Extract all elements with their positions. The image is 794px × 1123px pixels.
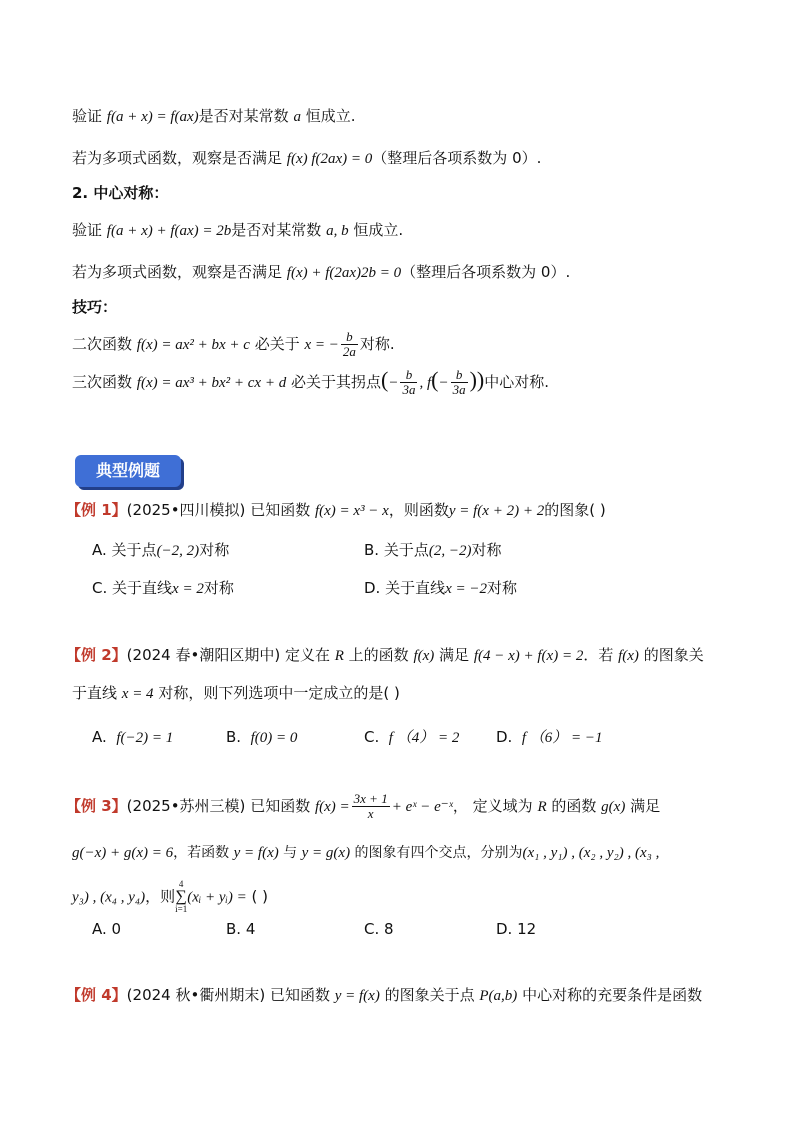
text: 的函数	[546, 797, 602, 815]
fraction	[341, 330, 358, 359]
example-source: (2024 秋•衢州期末)	[126, 986, 266, 1004]
text: 对称	[487, 579, 518, 597]
axis-verify-line	[72, 106, 355, 127]
example-3-stem-line2	[72, 843, 659, 863]
center-verify-line	[72, 220, 403, 241]
text: （整理后各项系数为 0）.	[401, 263, 571, 281]
formula: (xᵢ + yᵢ) =	[187, 889, 247, 906]
formula: + eˣ − e⁻ˣ	[391, 799, 453, 815]
option-letter: D.	[496, 728, 513, 746]
formula: y = g(x)	[301, 845, 351, 861]
example-label: 【例 1】	[66, 501, 127, 519]
text: 中心对称的充要条件是函数	[517, 986, 703, 1004]
formula: f(x) = x³ − x	[314, 503, 389, 519]
example-4-stem	[66, 985, 702, 1006]
option-letter: B.	[226, 920, 242, 938]
option-letter: A.	[92, 728, 107, 746]
example-1-option-b[interactable]	[364, 540, 502, 561]
example-label: 【例 2】	[66, 646, 127, 664]
fraction	[400, 368, 417, 397]
denominator: 3a	[402, 382, 416, 397]
formula: P(a,b)	[479, 988, 518, 1004]
formula: f(−2) = 1	[116, 730, 174, 746]
example-source: (2025•苏州三模)	[126, 797, 246, 815]
text: ( )	[246, 887, 268, 906]
text: 已知函数	[269, 986, 335, 1004]
example-1-option-d[interactable]	[364, 578, 517, 599]
example-2-stem-line2	[72, 683, 400, 704]
formula: f(0) = 0	[250, 730, 298, 746]
example-3-stem-line3	[72, 880, 268, 914]
formula: x = −	[304, 337, 339, 353]
option-value: 0	[111, 920, 122, 938]
example-2-option-d[interactable]	[496, 727, 603, 748]
formula: (2, −2)	[428, 543, 472, 559]
text: 关于直线	[385, 579, 446, 597]
text: 定义在	[284, 646, 335, 664]
formula: f(x) =	[314, 799, 350, 815]
formula: R	[334, 648, 344, 664]
formula: f(x) f(2ax) = 0	[286, 151, 373, 167]
example-source: (2025•四川模拟)	[126, 501, 246, 519]
option-letter: B.	[226, 728, 242, 746]
fraction	[352, 792, 390, 821]
option-letter: A.	[92, 541, 107, 559]
text: 对称	[203, 579, 234, 597]
formula: g(−x) + g(x) = 6	[72, 845, 174, 861]
option-letter: C.	[92, 579, 108, 597]
text: 对称.	[359, 335, 395, 353]
text: 三次函数	[72, 373, 137, 391]
option-value: 12	[517, 920, 537, 938]
example-3-option-c[interactable]	[364, 919, 394, 939]
numerator: 3x + 1	[353, 791, 388, 806]
option-value: 8	[384, 920, 394, 938]
text: 关于点	[383, 541, 429, 559]
formula: f(a + x) = f(ax)	[106, 109, 199, 125]
formula: (x₁ , y₁) , (x₂ , y₂) , (x₃ ,	[522, 845, 660, 861]
example-2-option-c[interactable]	[364, 727, 459, 748]
formula: R	[537, 799, 547, 815]
example-label: 【例 3】	[66, 797, 127, 815]
option-letter: C.	[364, 920, 380, 938]
text: 对称	[199, 541, 230, 559]
formula: f （6） = −1	[521, 730, 603, 746]
formula: x = 4	[121, 686, 154, 702]
axis-poly-line	[72, 148, 541, 169]
numerator: b	[451, 368, 468, 383]
text: 关于直线	[112, 579, 173, 597]
text: 二次函数	[72, 335, 137, 353]
text: ， 定义域为	[452, 797, 538, 815]
text: ，则函数	[388, 501, 449, 519]
text: 是否对某常数	[198, 107, 294, 125]
center-poly-line	[72, 262, 570, 283]
formula: x = 2	[172, 581, 204, 597]
formula: x = −2	[445, 581, 488, 597]
example-1-stem	[66, 500, 606, 521]
numerator: b	[400, 368, 417, 383]
example-source: (2024 春•潮阳区期中)	[126, 646, 281, 664]
text: 上的函数	[343, 646, 414, 664]
text: 验证	[72, 107, 107, 125]
text: 恒成立.	[348, 221, 404, 239]
example-2-stem	[66, 645, 704, 666]
sigma-icon: ∑	[175, 888, 187, 905]
example-3-option-a[interactable]	[92, 919, 121, 939]
text: 验证	[72, 221, 107, 239]
summation	[175, 880, 187, 914]
text: 的图象有四个交点，分别为	[350, 845, 523, 861]
example-1-option-a[interactable]	[92, 540, 229, 561]
option-letter: D.	[496, 920, 513, 938]
text: 于直线	[72, 684, 122, 702]
numerator: b	[341, 330, 358, 345]
text: 的图象关于点	[379, 986, 480, 1004]
text: 若为多项式函数，观察是否满足	[72, 263, 287, 281]
formula: (−2, 2)	[156, 543, 200, 559]
option-letter: B.	[364, 541, 380, 559]
text: 的图象( )	[544, 501, 606, 519]
formula: y₃) , (x₄ , y₄)	[72, 889, 146, 906]
option-letter: A.	[92, 920, 107, 938]
example-1-option-c[interactable]	[92, 578, 234, 599]
text: 若为多项式函数，观察是否满足	[72, 149, 287, 167]
text: 是否对某常数	[231, 221, 327, 239]
text: 对称	[471, 541, 502, 559]
text: ，则	[145, 887, 176, 906]
text: 对称，则下列选项中一定成立的是( )	[153, 684, 400, 702]
formula: f （4） = 2	[388, 730, 460, 746]
tips-cubic-line: 三次函数 f(x) = ax³ + bx² + cx + d 必关于其拐点(− $\frac{b}{3a}$ , f(− $\frac{b}{3a}$ ))中心对称.	[72, 367, 550, 397]
text: 必关于	[249, 335, 305, 353]
text: 满足	[434, 646, 474, 664]
text: 中心对称.	[484, 373, 550, 391]
formula: a	[293, 109, 301, 125]
formula: f(x)	[413, 648, 435, 664]
example-2-option-a[interactable]	[92, 727, 173, 748]
text: 满足	[625, 797, 661, 815]
formula: y = f(x)	[233, 845, 279, 861]
text: 已知函数	[250, 797, 315, 815]
text: 已知函数	[250, 501, 315, 519]
text: 必关于其拐点	[286, 373, 381, 391]
option-value: 4	[245, 920, 256, 938]
option-letter: C.	[364, 728, 380, 746]
formula: f(x) + f(2ax)2b = 0	[286, 265, 402, 281]
left-paren: (	[381, 367, 389, 392]
option-letter: D.	[364, 579, 381, 597]
text: ．若	[583, 646, 619, 664]
example-3-option-b[interactable]	[226, 919, 255, 939]
text: 与	[278, 845, 302, 861]
formula: y = f(x + 2) + 2	[448, 503, 545, 519]
example-label: 【例 4】	[66, 986, 127, 1004]
fraction	[451, 368, 468, 397]
center-symmetry-heading: 2. 中心对称：	[72, 184, 169, 202]
formula: f(4 − x) + f(x) = 2	[473, 648, 584, 664]
denominator: 2a	[342, 344, 356, 359]
text: ，若函数	[173, 845, 234, 861]
formula: y = f(x)	[334, 988, 380, 1004]
formula: f(a + x) + f(ax) = 2b	[106, 223, 232, 239]
tips-heading: 技巧：	[72, 298, 118, 316]
sum-upper: 4	[178, 879, 184, 889]
text: 恒成立.	[300, 107, 356, 125]
denominator: x	[367, 806, 374, 821]
text: （整理后各项系数为 0）.	[372, 149, 542, 167]
sum-lower: i=1	[175, 904, 188, 914]
example-3-stem	[66, 788, 660, 825]
tips-quadratic-line	[72, 328, 395, 361]
text: 的图象关	[638, 646, 704, 664]
formula: g(x)	[601, 799, 626, 815]
formula: f(x) = ax³ + bx² + cx + d	[136, 375, 287, 391]
section-badge: 典型例题	[75, 455, 181, 487]
example-2-option-b[interactable]	[226, 727, 297, 748]
text: 关于点	[111, 541, 157, 559]
formula: a, b	[326, 223, 349, 239]
denominator: 3a	[452, 382, 466, 397]
example-3-option-d[interactable]	[496, 919, 536, 939]
formula: f(x) = ax² + bx + c	[136, 337, 250, 353]
formula: f(x)	[618, 648, 639, 664]
